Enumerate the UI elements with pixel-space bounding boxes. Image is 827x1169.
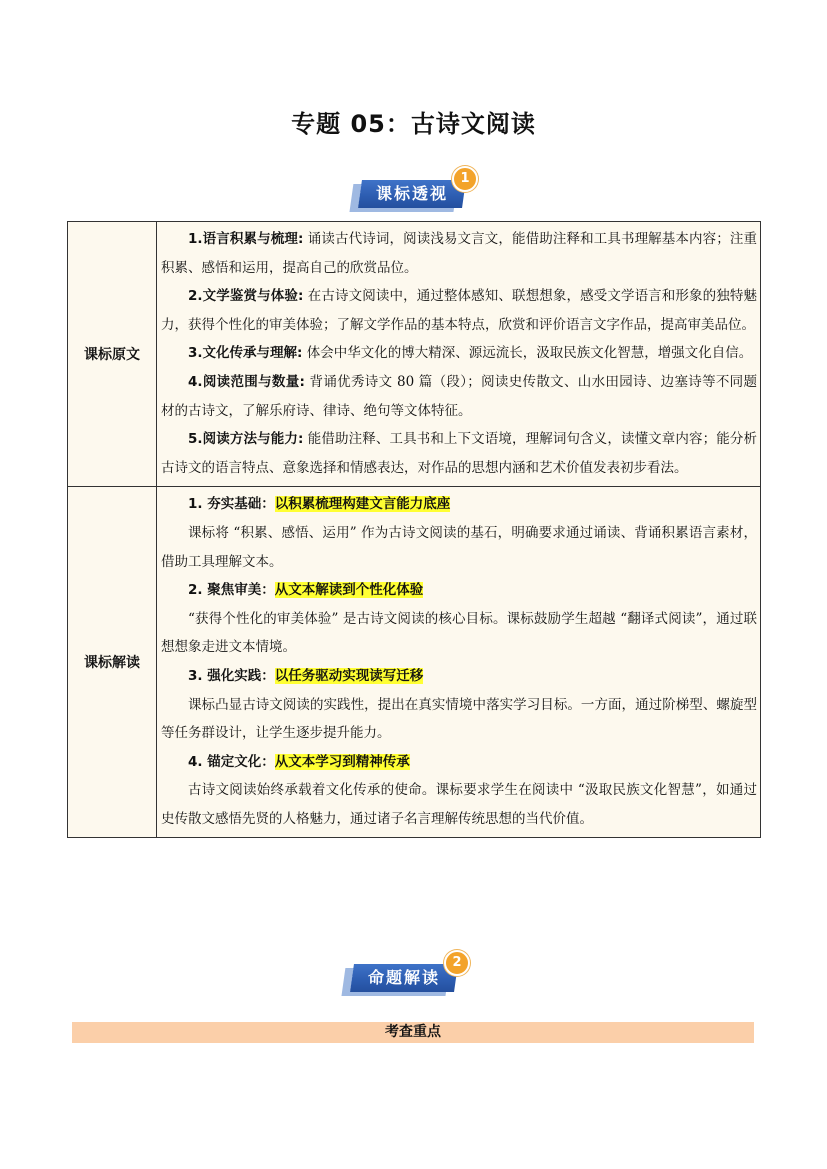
item-head: 1. 夯实基础： — [188, 496, 275, 513]
item-head: 4. 锚定文化： — [188, 753, 275, 770]
highlighted-phrase: 从文本学习到精神传承 — [274, 753, 410, 770]
item-heading — [161, 576, 757, 605]
item-text: 体会中华文化的博大精深、源远流长，汲取民族文化智慧，增强文化自信。 — [302, 345, 753, 362]
item-text: 背诵优秀诗文 80 篇（段）；阅读史传散文、山水田园诗、边塞诗等不同题材的古诗文，了解乐府诗、律诗、绝句等文体特征。 — [161, 373, 757, 419]
badge-label: 课标透视 — [375, 184, 448, 203]
row-label-interpretation: 课标解读 — [68, 487, 157, 838]
item-head: 1.语言积累与梳理: — [188, 231, 304, 247]
item-text: 古诗文阅读始终承载着文化传承的使命。课标要求学生在阅读中 “汲取民族文化智慧”，如通过史传散文感悟先贤的人格魅力，通过诸子名言理解传统思想的当代价值。 — [161, 782, 757, 827]
item-heading — [161, 748, 757, 777]
item-head: 2. 聚焦审美： — [188, 582, 275, 599]
item-head: 3.文化传承与理解: — [188, 345, 303, 362]
item-text: 诵读古代诗词，阅读浅易文言文，能借助注释和工具书理解基本内容；注重积累、感悟和运用，提高自己的欣赏品位。 — [161, 231, 757, 276]
item-heading — [161, 490, 757, 519]
table-row — [68, 222, 761, 487]
section-badge-2 — [338, 956, 468, 996]
badge-number: 1 — [452, 166, 478, 192]
item-text: 在古诗文阅读中，通过整体感知、联想想象，感受文学语言和形象的独特魅力，获得个性化的审美体验；了解文学作品的基本特点，欣赏和评价语言文字作品，提高审美品位。 — [161, 288, 757, 333]
badge-label: 命题解读 — [367, 968, 440, 987]
item-text: “获得个性化的审美体验” 是古诗文阅读的核心目标。课标鼓励学生超越 “翻译式阅读”，通过联想想象走进文本情境。 — [161, 610, 757, 656]
badge-number: 2 — [444, 950, 470, 976]
list-item — [161, 425, 757, 482]
row-content-original — [157, 222, 761, 487]
section-badge-1 — [346, 172, 476, 212]
item-head: 4.阅读范围与数量: — [188, 373, 305, 390]
list-item — [161, 368, 757, 425]
highlighted-phrase: 以积累梳理构建文言能力底座 — [274, 496, 451, 513]
page-title: 专题 05：古诗文阅读 — [291, 110, 536, 138]
highlighted-phrase: 从文本解读到个性化体验 — [274, 582, 424, 599]
list-item — [161, 282, 757, 339]
row-content-interpretation — [157, 487, 761, 838]
curriculum-table — [67, 221, 761, 838]
table-row — [68, 487, 761, 838]
item-heading — [161, 662, 757, 691]
item-head: 5.阅读方法与能力: — [188, 431, 304, 448]
highlighted-phrase: 以任务驱动实现读写迁移 — [274, 667, 424, 684]
item-text: 课标将 “积累、感悟、运用” 作为古诗文阅读的基石，明确要求通过诵读、背诵积累语言素材，借助工具理解文本。 — [161, 524, 757, 570]
item-text: 课标凸显古诗文阅读的实践性，提出在真实情境中落实学习目标。一方面，通过阶梯型、螺旋型等任务群设计，让学生逐步提升能力。 — [161, 696, 757, 742]
item-text: 能借助注释、工具书和上下文语境，理解词句含义，读懂文章内容；能分析古诗文的语言特点、意象选择和情感表达，对作品的思想内涵和艺术价值发表初步看法。 — [161, 431, 757, 476]
list-item — [161, 339, 757, 368]
list-item — [161, 225, 757, 282]
row-label-original: 课标原文 — [68, 222, 157, 487]
section-header-bar: 考查重点 — [72, 1022, 754, 1043]
item-head: 2.文学鉴赏与体验: — [188, 288, 304, 305]
item-head: 3. 强化实践： — [188, 667, 275, 684]
